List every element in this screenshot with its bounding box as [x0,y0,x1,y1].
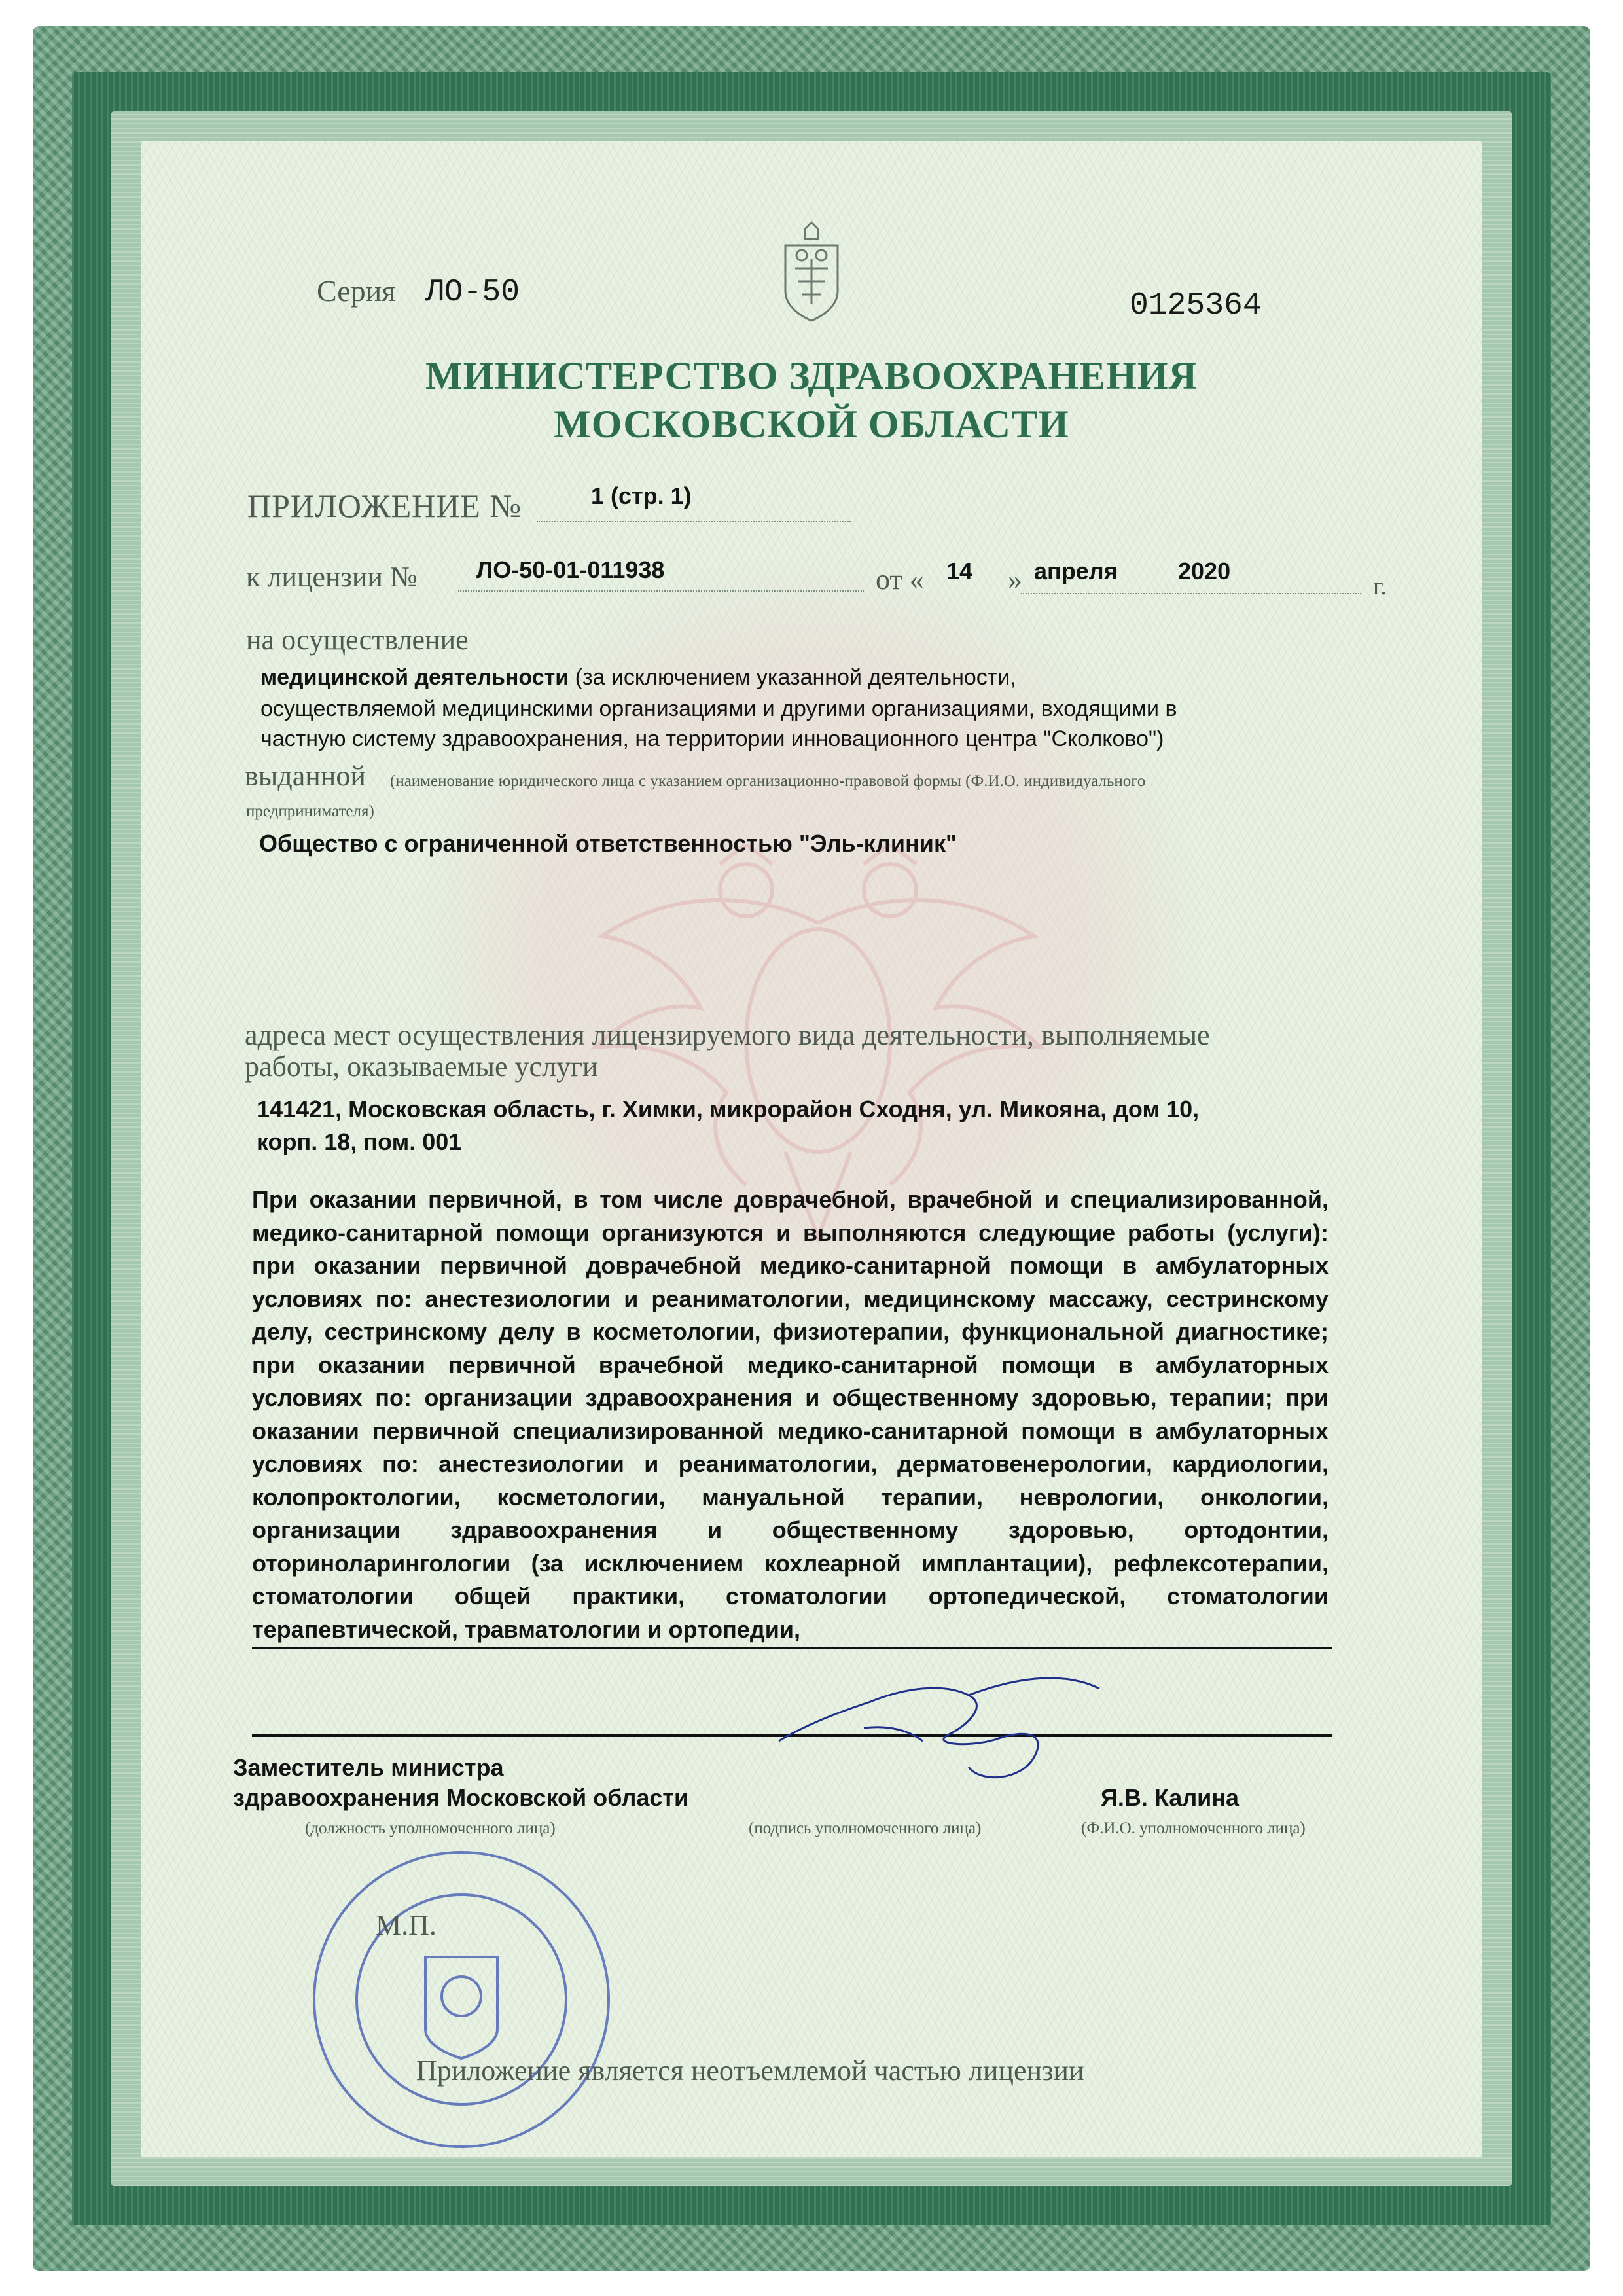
address-line-2: корп. 18, пом. 001 [257,1128,462,1155]
address-line-1: 141421, Московская область, г. Химки, микрорайон Сходня, ул. Микояна, дом 10, [257,1096,1200,1122]
activity-line-2: осуществляемой медицинскими организациями и другими организациями, входящими в [260,696,1177,721]
license-label: к лицензии № [246,561,418,593]
date-year: 2020 [1178,558,1231,584]
activity-label: на осуществление [246,624,469,656]
form-number: 0125364 [1130,288,1262,323]
activity-rest: (за исключением указанной деятельности, [569,665,1016,690]
ministry-heading-line2: МОСКОВСКОЙ ОБЛАСТИ [554,403,1069,446]
address-label-line-1: адреса мест осуществления лицензируемого вида деятельности, выполняемые [245,1019,1210,1051]
services-paragraph: При оказании первичной, в том числе доврачебной, врачебной и специализированной, медико-санитарной помощи организуются и выполняются следующие работы (услуги): при оказании первичной доврачебной медико-санитарной помощи в амбулаторных условиях по: анестезиологии и реаниматологии, медицинскому массажу, сестринскому делу, сестринскому делу в косметологии, физиотерапии, функциональной диагностике; при оказании первичной врачебной медико-санитарной помощи в амбулаторных условиях по: организации здравоохранения и общественному здоровью, терапии; при оказании первичной специализированной медико-санитарной помощи в амбулаторных условиях по: анестезиологии и реаниматологии, дерматовенерологии, кардиологии, колопроктологии, косметологии, мануальной терапии, неврологии, онкологии, организации здравоохранения и общественному здоровью, ортодонтии, оториноларингологии (за исключением кохлеарной имплантации), рефлексотерапии, стоматологии общей практики, стоматологии ортопедической, стоматологии терапевтической, травматологии и ортопедии, [252,1186,1329,1643]
caption-signature: (подпись уполномоченного лица) [749,1820,982,1837]
handwritten-signature [772,1662,1113,1793]
address-label-line-2: работы, оказываемые услуги [245,1050,598,1083]
appendix-label: ПРИЛОЖЕНИЕ № [247,488,522,524]
official-stamp [301,1839,622,2160]
signer-position-line-1: Заместитель министра [233,1754,504,1781]
series-value: ЛО-50 [425,275,520,310]
footer-note: Приложение является неотъемлемой частью лицензии [416,2054,1084,2087]
caption-position: (должность уполномоченного лица) [305,1820,556,1837]
date-suffix: г. [1373,573,1387,600]
appendix-underline [537,521,851,522]
ministry-heading-line1: МИНИСТЕРСТВО ЗДРАВООХРАНЕНИЯ [425,354,1198,397]
date-month: апреля [1034,558,1118,584]
appendix-value: 1 (стр. 1) [591,482,692,509]
coat-of-arms-icon [779,219,844,324]
content-end-rule [252,1647,1332,1649]
issued-hint-line-1: (наименование юридического лица с указанием организационно-правовой формы (Ф.И.О. индивидуального [390,772,1146,790]
organization-name: Общество с ограниченной ответственностью "Эль-клиник" [259,830,957,857]
date-day: 14 [946,558,973,584]
caption-name: (Ф.И.О. уполномоченного лица) [1081,1820,1306,1837]
issued-label: выданной [245,760,366,792]
license-number: ЛО-50-01-011938 [476,556,665,583]
date-from-label: от « [876,564,924,596]
signer-position-line-2: здравоохранения Московской области [233,1784,689,1811]
seal-label: М.П. [376,1909,437,1941]
date-close-quote: » [1008,564,1022,596]
activity-bold: медицинской деятельности [260,665,569,690]
signer-name: Я.В. Калина [1101,1784,1240,1811]
activity-line-3: частную систему здравоохранения, на территории инновационного центра "Сколково") [260,726,1164,751]
activity-line-1 [260,665,1016,691]
issued-hint-line-2: предпринимателя) [246,802,374,820]
series-label: Серия [317,274,396,308]
date-underline [1021,593,1361,594]
license-underline [458,590,864,592]
